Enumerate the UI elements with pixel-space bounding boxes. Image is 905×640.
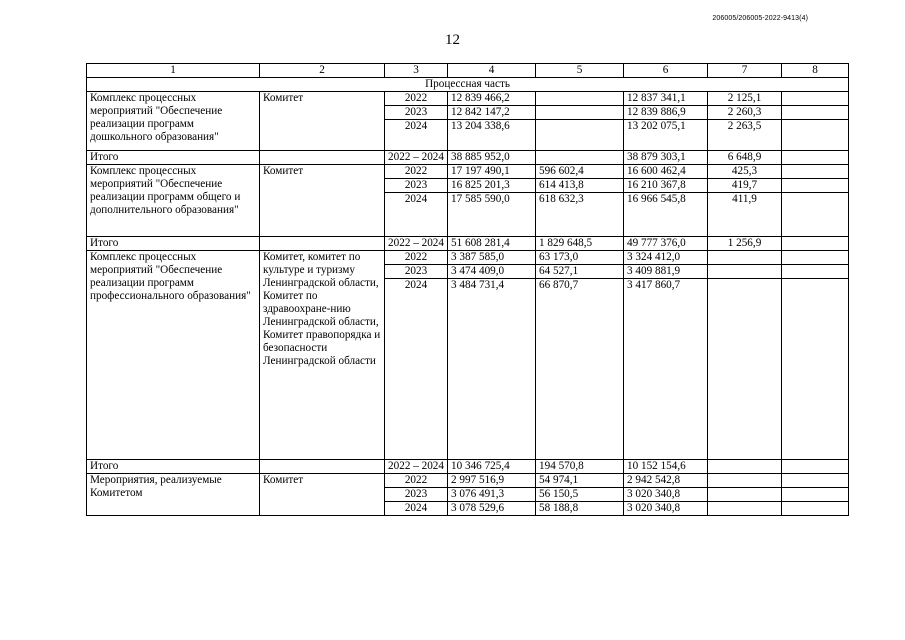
value-cell: 13 202 075,1 [624, 120, 708, 151]
value-cell: 17 585 590,0 [448, 193, 536, 237]
measure-name: Комплекс процессных мероприятий "Обеспечение реализации программ общего и дополнительного образования" [87, 165, 260, 237]
year-cell: 2022 [385, 92, 448, 106]
value-cell [782, 193, 849, 237]
value-cell: 1 256,9 [708, 237, 782, 251]
value-cell: 2 942 542,8 [624, 474, 708, 488]
value-cell: 16 825 201,3 [448, 179, 536, 193]
executor: Комитет [260, 92, 385, 151]
value-cell: 3 417 860,7 [624, 279, 708, 460]
value-cell [536, 120, 624, 151]
column-numbers-row [87, 64, 849, 78]
budget-table [86, 63, 849, 516]
value-cell: 66 870,7 [536, 279, 624, 460]
value-cell [782, 151, 849, 165]
value-cell: 3 484 731,4 [448, 279, 536, 460]
column-header: 3 [385, 64, 448, 78]
section-row [87, 78, 849, 92]
column-header: 8 [782, 64, 849, 78]
year-cell: 2022 – 2024 [385, 460, 448, 474]
value-cell: 3 387 585,0 [448, 251, 536, 265]
total-label: Итого [87, 237, 260, 251]
value-cell: 12 839 466,2 [448, 92, 536, 106]
value-cell: 3 076 491,3 [448, 488, 536, 502]
value-cell [708, 460, 782, 474]
measure-name: Комплекс процессных мероприятий "Обеспечение реализации программ дошкольного образования" [87, 92, 260, 151]
executor: Комитет, комитет по культуре и туризму Ленинградской области, Комитет по здравоохране-нию Ленинградской области, Комитет правопорядка и безопасности Ленинградской области [260, 251, 385, 460]
value-cell: 16 210 367,8 [624, 179, 708, 193]
value-cell: 10 152 154,6 [624, 460, 708, 474]
value-cell [782, 460, 849, 474]
value-cell: 6 648,9 [708, 151, 782, 165]
value-cell: 49 777 376,0 [624, 237, 708, 251]
year-cell: 2022 [385, 165, 448, 179]
value-cell: 3 409 881,9 [624, 265, 708, 279]
value-cell: 596 602,4 [536, 165, 624, 179]
table-row [87, 165, 849, 179]
value-cell: 16 966 545,8 [624, 193, 708, 237]
column-header: 7 [708, 64, 782, 78]
value-cell: 16 600 462,4 [624, 165, 708, 179]
value-cell: 1 829 648,5 [536, 237, 624, 251]
value-cell [782, 120, 849, 151]
value-cell [782, 106, 849, 120]
value-cell: 3 078 529,6 [448, 502, 536, 516]
year-cell: 2023 [385, 265, 448, 279]
page-number: 12 [445, 32, 460, 48]
value-cell: 56 150,5 [536, 488, 624, 502]
column-header: 5 [536, 64, 624, 78]
value-cell [782, 92, 849, 106]
year-cell: 2024 [385, 279, 448, 460]
year-cell: 2022 [385, 474, 448, 488]
value-cell: 419,7 [708, 179, 782, 193]
value-cell: 58 188,8 [536, 502, 624, 516]
column-header: 1 [87, 64, 260, 78]
value-cell [708, 279, 782, 460]
section-title: Процессная часть [87, 78, 849, 92]
executor: Комитет [260, 474, 385, 516]
value-cell: 3 020 340,8 [624, 488, 708, 502]
year-cell: 2023 [385, 488, 448, 502]
value-cell: 194 570,8 [536, 460, 624, 474]
table-row [87, 474, 849, 488]
total-row [87, 460, 849, 474]
column-header: 2 [260, 64, 385, 78]
value-cell [782, 179, 849, 193]
value-cell [536, 92, 624, 106]
value-cell [708, 251, 782, 265]
measure-name: Мероприятия, реализуемые Комитетом [87, 474, 260, 516]
value-cell [782, 474, 849, 488]
value-cell: 2 263,5 [708, 120, 782, 151]
total-label: Итого [87, 151, 260, 165]
value-cell: 51 608 281,4 [448, 237, 536, 251]
value-cell [782, 265, 849, 279]
measure-name: Комплекс процессных мероприятий "Обеспечение реализации программ профессионального образования" [87, 251, 260, 460]
year-cell: 2024 [385, 120, 448, 151]
value-cell [782, 502, 849, 516]
value-cell [536, 106, 624, 120]
value-cell [782, 165, 849, 179]
value-cell: 2 125,1 [708, 92, 782, 106]
value-cell: 38 885 952,0 [448, 151, 536, 165]
total-row [87, 237, 849, 251]
value-cell: 3 324 412,0 [624, 251, 708, 265]
executor: Комитет [260, 165, 385, 237]
column-header: 4 [448, 64, 536, 78]
value-cell: 54 974,1 [536, 474, 624, 488]
value-cell: 12 839 886,9 [624, 106, 708, 120]
value-cell [782, 488, 849, 502]
table-row [87, 251, 849, 265]
table-row [87, 92, 849, 106]
value-cell [536, 151, 624, 165]
value-cell: 618 632,3 [536, 193, 624, 237]
value-cell: 10 346 725,4 [448, 460, 536, 474]
value-cell [708, 265, 782, 279]
document-id: 206005/206005-2022-9413(4) [712, 15, 808, 22]
value-cell: 425,3 [708, 165, 782, 179]
value-cell: 614 413,8 [536, 179, 624, 193]
value-cell: 2 260,3 [708, 106, 782, 120]
value-cell: 12 842 147,2 [448, 106, 536, 120]
column-header: 6 [624, 64, 708, 78]
value-cell [782, 251, 849, 265]
year-cell: 2023 [385, 179, 448, 193]
value-cell: 2 997 516,9 [448, 474, 536, 488]
total-row [87, 151, 849, 165]
year-cell: 2024 [385, 193, 448, 237]
year-cell: 2022 – 2024 [385, 151, 448, 165]
value-cell [782, 279, 849, 460]
executor [260, 151, 385, 165]
value-cell: 38 879 303,1 [624, 151, 708, 165]
value-cell: 13 204 338,6 [448, 120, 536, 151]
value-cell [708, 502, 782, 516]
executor [260, 237, 385, 251]
year-cell: 2022 – 2024 [385, 237, 448, 251]
value-cell: 411,9 [708, 193, 782, 237]
year-cell: 2022 [385, 251, 448, 265]
value-cell: 63 173,0 [536, 251, 624, 265]
value-cell: 17 197 490,1 [448, 165, 536, 179]
year-cell: 2023 [385, 106, 448, 120]
value-cell: 12 837 341,1 [624, 92, 708, 106]
value-cell [708, 474, 782, 488]
executor [260, 460, 385, 474]
value-cell [782, 237, 849, 251]
value-cell: 3 020 340,8 [624, 502, 708, 516]
value-cell [708, 488, 782, 502]
total-label: Итого [87, 460, 260, 474]
year-cell: 2024 [385, 502, 448, 516]
value-cell: 3 474 409,0 [448, 265, 536, 279]
value-cell: 64 527,1 [536, 265, 624, 279]
